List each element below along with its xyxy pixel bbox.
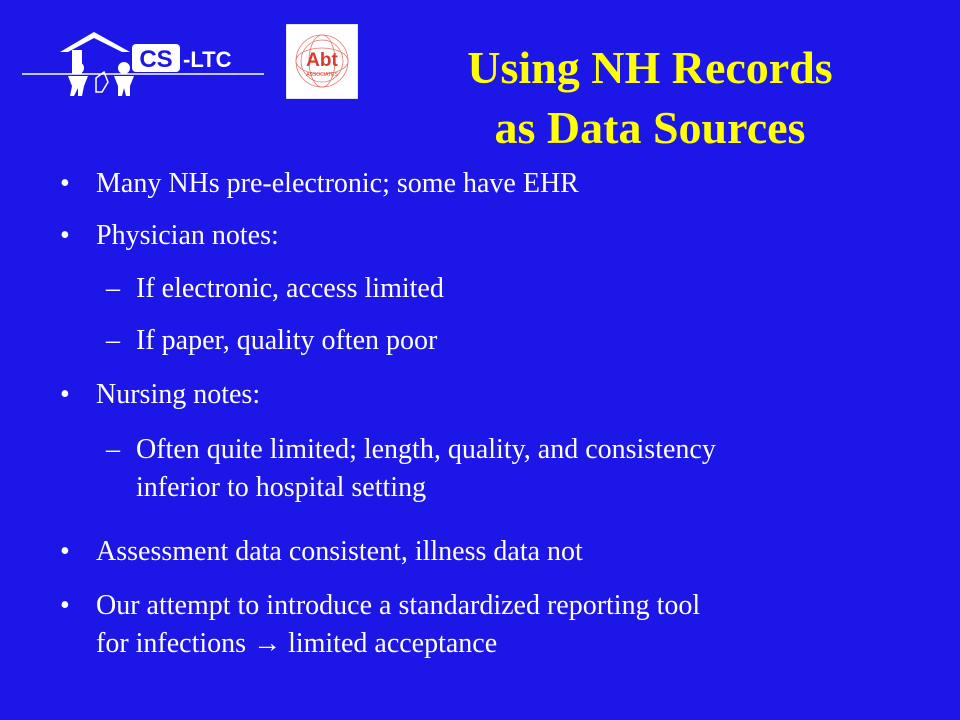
bullet-text: Many NHs pre-electronic; some have EHR bbox=[96, 168, 579, 199]
title-line-2: as Data Sources bbox=[494, 102, 806, 153]
svg-text:ASSOCIATES: ASSOCIATES bbox=[306, 72, 338, 78]
bullet-text: Physician notes: bbox=[96, 220, 279, 251]
bullet-text: Our attempt to introduce a standardized reporting tool bbox=[96, 590, 701, 621]
bullet-text: Assessment data consistent, illness data not bbox=[96, 536, 583, 567]
abt-associates-logo bbox=[286, 24, 358, 99]
bullet-marker: • bbox=[60, 379, 70, 410]
sub-bullet-text: If electronic, access limited bbox=[136, 273, 444, 304]
title-line-1: Using NH Records bbox=[467, 42, 833, 93]
bullet-marker: • bbox=[60, 220, 70, 251]
dash-marker: – bbox=[106, 273, 120, 304]
sub-bullet-text: Often quite limited; length, quality, and consistency bbox=[136, 434, 716, 465]
bullet-marker: • bbox=[60, 536, 70, 567]
bullet-text: Nursing notes: bbox=[96, 379, 261, 410]
bullet-marker: • bbox=[60, 168, 70, 199]
logo-ltc-text: -LTC bbox=[183, 47, 232, 72]
svg-text:Abt: Abt bbox=[306, 50, 338, 71]
logo-cs-text: CS bbox=[139, 46, 173, 73]
dash-marker: – bbox=[106, 434, 120, 465]
bullet-marker: • bbox=[60, 590, 70, 621]
dash-marker: – bbox=[106, 325, 120, 356]
sub-bullet-text: If paper, quality often poor bbox=[136, 325, 438, 356]
cs-ltc-logo bbox=[22, 28, 267, 100]
slide-title bbox=[360, 38, 940, 158]
sub-bullet-text: inferior to hospital setting bbox=[136, 472, 427, 503]
bullet-text: for infections → limited acceptance bbox=[96, 628, 498, 659]
